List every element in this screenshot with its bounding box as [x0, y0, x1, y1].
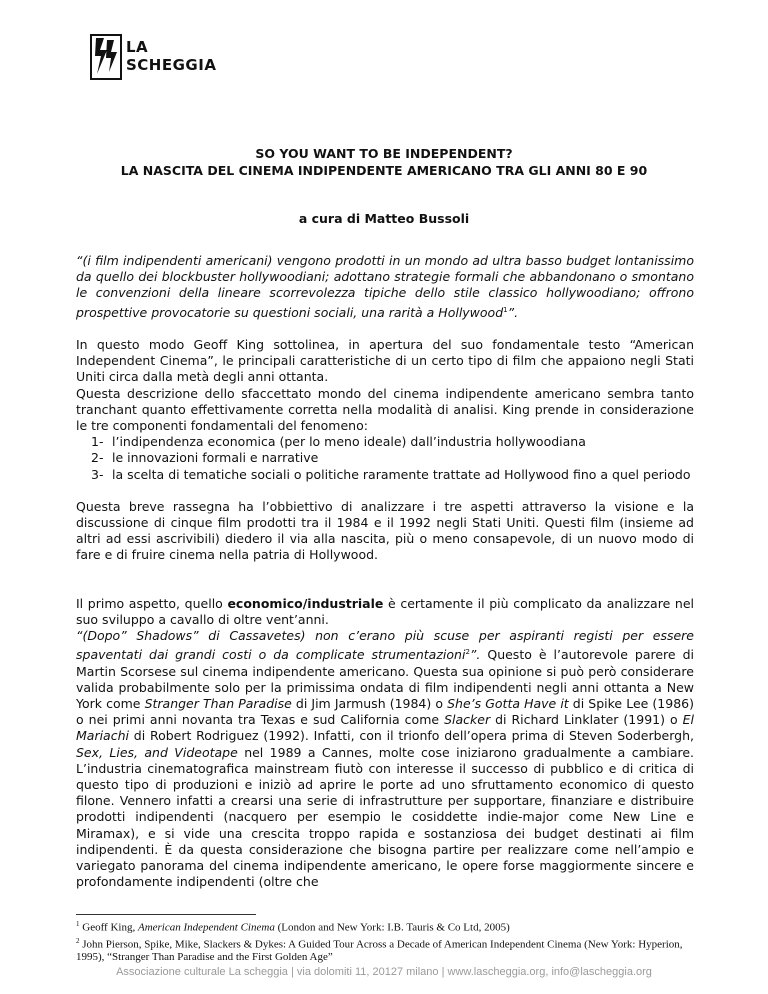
footnote-ref-2: 2: [465, 648, 470, 657]
list-number: 1-: [91, 434, 104, 450]
list-item: [76, 450, 694, 466]
quote-text: “(i film indipendenti americani) vengono prodotti in un mondo ad ultra basso budget lontanissimo da quello dei blockbuster hollywoodiani; adottano strategie formali che abbandonano o smontano le convenzioni della lineare scorrevolezza tipiche dello stile classico hollywoodiano; offrono prospettive provocatorie su questioni sociali, una rarità a Hollywood: [76, 253, 694, 320]
para5-text-3: di Spike Lee (1986) o nei primi anni novanta tra Texas e sud California come: [76, 695, 694, 728]
list-text: l’indipendenza economica (per lo meno ideale) dall’industria hollywoodiana: [112, 434, 586, 450]
para5-text-1: Questo è l’autorevole parere di Martin Scorsese sul cinema indipendente americano. Questa sua opinione si può però considerare valida probabilmente solo per la primissima ondata di film indipendenti negli anni ottanta a New York come: [76, 647, 695, 711]
lightning-logo-icon: [90, 34, 122, 80]
para5-text-2: di Jim Jarmush (1984) o: [291, 695, 448, 711]
logo-line-2: SCHEGGIA: [126, 56, 217, 74]
quote-end: ”.: [507, 304, 519, 320]
footnote-text: Geoff King,: [79, 921, 138, 934]
list-text: la scelta di tematiche sociali o politiche raramente trattate ad Hollywood fino a quel periodo: [112, 466, 691, 482]
scorsese-quote-end: ”.: [469, 647, 481, 663]
title-line-1: SO YOU WANT TO BE INDEPENDENT?: [255, 146, 513, 161]
logo-text: [126, 38, 216, 74]
components-list: [76, 434, 694, 483]
opening-quote: [76, 253, 694, 321]
list-item: [76, 467, 694, 483]
film-title: El Mariachi: [76, 712, 695, 744]
list-number: 3-: [91, 466, 104, 482]
para5-text-4: di Richard Linklater (1991) o: [490, 712, 683, 728]
para4-text-b: è certamente il più complicato da analizzare nel suo sviluppo a cavallo di oltre vent’anni.: [76, 595, 694, 627]
author-line: a cura di Matteo Bussoli: [298, 211, 470, 226]
logo-line-1: LA: [126, 38, 149, 56]
footnote-1: [76, 918, 696, 935]
footnote-ref-1: 1: [503, 305, 508, 314]
article-body: [76, 253, 694, 890]
list-number: 2-: [91, 450, 104, 466]
paragraph-2: Questa descrizione dello sfaccettato mondo del cinema indipendente americano sembra tanto tranchant quanto effettivamente corretta nella modalità di analisi. King prende in considerazione le tre componenti fondamentali del fenomeno:: [76, 385, 694, 433]
title-line-2: LA NASCITA DEL CINEMA INDIPENDENTE AMERICANO TRA GLI ANNI 80 E 90: [120, 163, 648, 178]
footnote-divider: [76, 914, 256, 915]
film-title: She’s Gotta Have it: [447, 695, 569, 711]
footnote-text: (London and New York: I.B. Tauris & Co Ltd, 2005): [274, 921, 510, 934]
footnotes: [76, 918, 696, 964]
list-text: le innovazioni formali e narrative: [112, 450, 319, 466]
footnote-number: 1: [76, 920, 80, 928]
para5-text-5: di Robert Rodriguez (1992). Infatti, con il trionfo dell’opera prima di Steven Soderbergh,: [129, 728, 694, 744]
film-title: Stranger Than Paradise: [144, 695, 292, 711]
document-title: [0, 145, 768, 179]
scorsese-quote: “(Dopo” Shadows” di Cassavetes) non c’erano più scuse per aspiranti registi per essere spaventati dai grandi costi o da complicate strumentazioni: [76, 628, 694, 663]
film-title: Slacker: [444, 712, 491, 728]
paragraph-1: In questo modo Geoff King sottolinea, in apertura del suo fondamentale testo “American Independent Cinema”, le principali caratteristiche di un certo tipo di film che appaiono negli Stati Uniti circa dalla metà degli anni ottanta.: [76, 336, 694, 385]
paragraph-5: [76, 628, 694, 890]
logo: [90, 34, 220, 82]
footnote-2: [76, 935, 696, 965]
paragraph-3: Questa breve rassegna ha l’obbiettivo di analizzare i tre aspetti attraverso la visione e la discussione di cinque film prodotti tra il 1984 e il 1992 negli Stati Uniti. Questi film (insieme ad altri ad essi ascrivibili) diedero il via alla nascita, più o meno consapevole, di un nuovo modo di fare e di fruire cinema nella patria di Hollywood.: [76, 498, 694, 563]
para4-bold: economico/industriale: [227, 595, 384, 611]
film-title: Sex, Lies, and Videotape: [76, 744, 238, 760]
footnote-text: John Pierson, Spike, Mike, Slackers & Dykes: A Guided Tour Across a Decade of American Independent Cinema (New York: Hyperion, 1995), “Stranger Than Paradise and the First Golden Age”: [76, 938, 683, 964]
list-item: [76, 434, 694, 450]
paragraph-4: [76, 596, 694, 628]
page-footer: Associazione culturale La scheggia | via dolomiti 11, 20127 milano | www.lascheggia.org, info@lascheggia.org: [116, 966, 652, 978]
para4-text-a: Il primo aspetto, quello: [76, 595, 228, 611]
footnote-number: 2: [76, 936, 80, 945]
para5-text-6: nel 1989 a Cannes, molte cose iniziarono gradualmente a cambiare. L’industria cinematografica mainstream fiutò con interesse il successo di pubblico e di critica di questo tipo di produzioni e iniziò ad aprire le porte ad uno sfruttamento economico di questo filone. Vennero infatti a crearsi una serie di infrastrutture per supportare, finanziare e distribuire prodotti indipendenti (nacquero per esempio le cosiddette indie-major come New Line e Miramax), e si vide una crescita troppo rapida e sostanziosa dei budget destinati ai film indipendenti. È da questa considerazione che bisogna partire per realizzare come nell’ampio e variegato panorama del cinema indipendente americano, le opere forse maggiormente sincere e profondamente indipendenti (oltre che: [76, 744, 695, 890]
footnote-title: American Independent Cinema: [137, 921, 275, 934]
